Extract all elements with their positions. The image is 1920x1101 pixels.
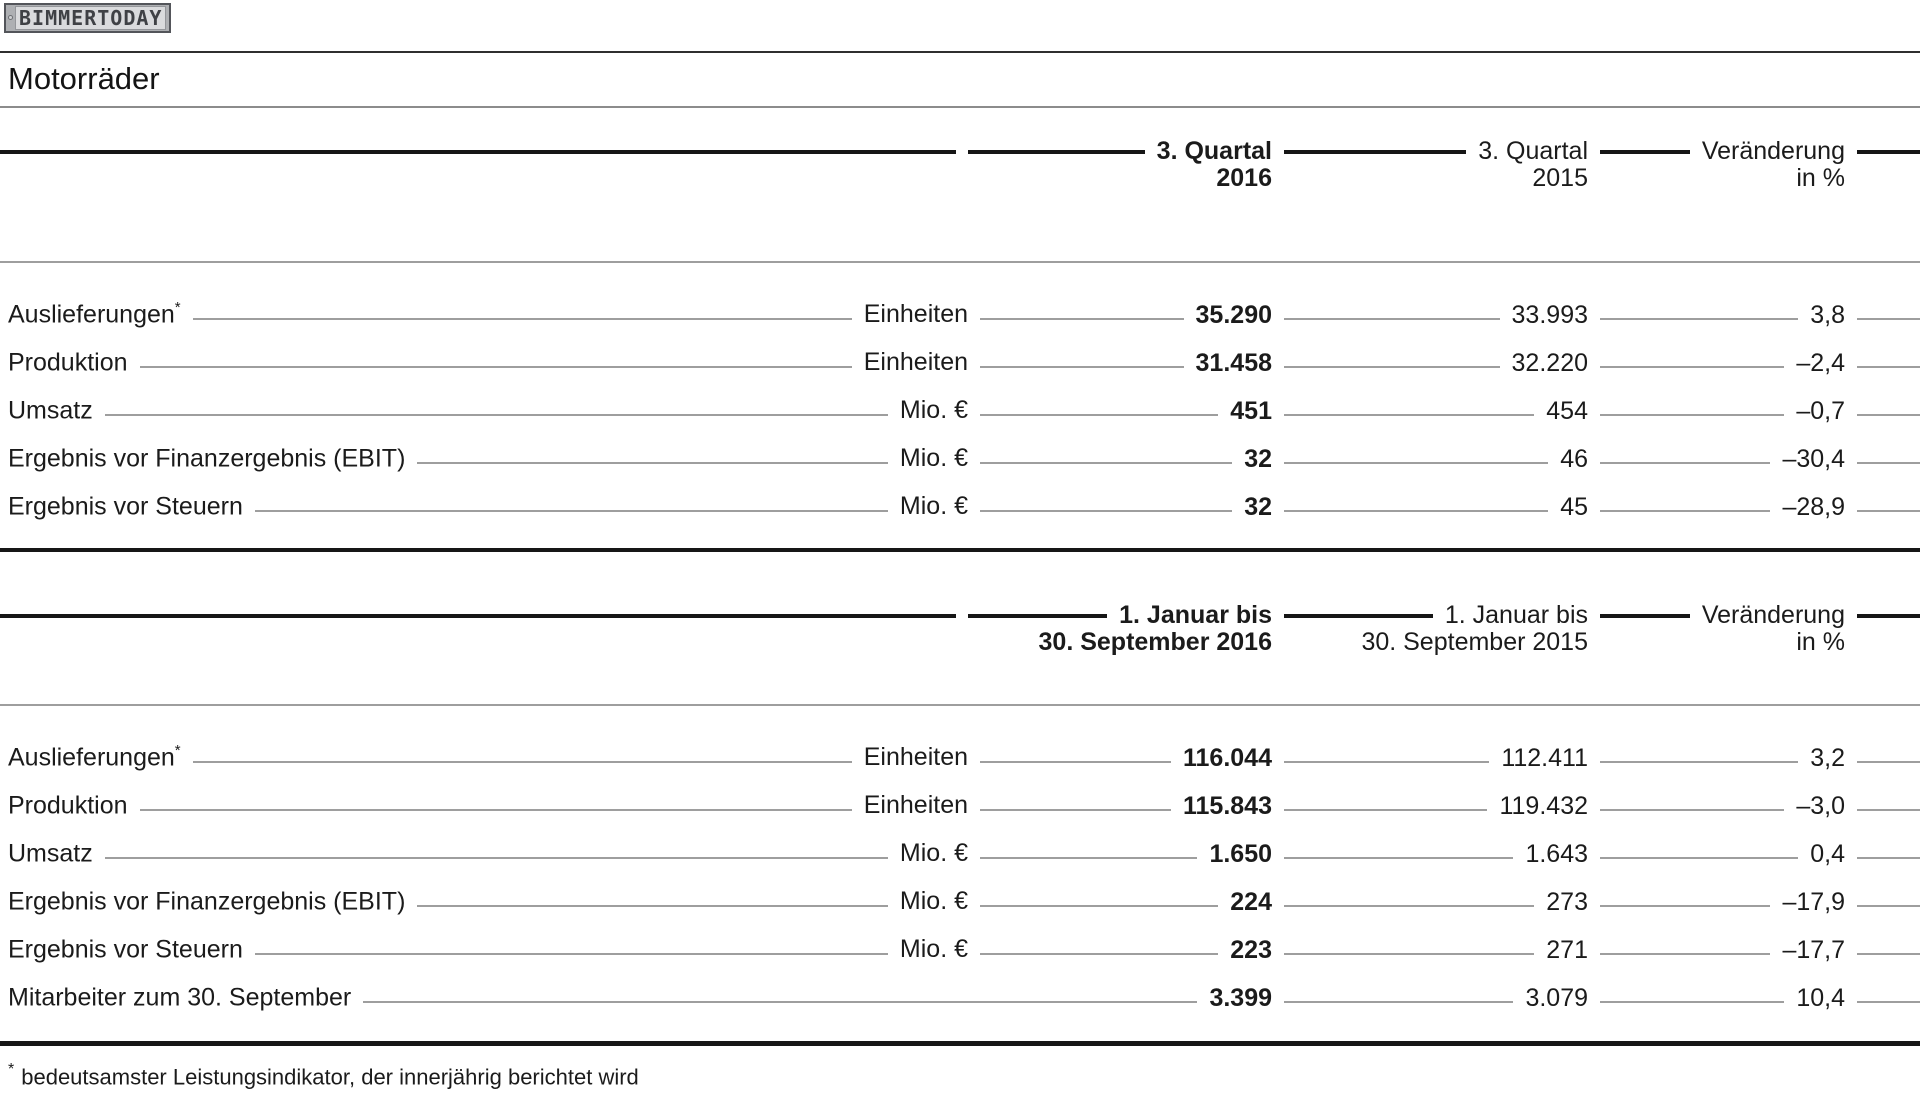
- row-tail-cell: [1845, 805, 1920, 807]
- leader-line: [417, 905, 888, 907]
- value-2015: 454: [1546, 396, 1588, 425]
- value-change-cell: [1588, 936, 1845, 965]
- leader-line: [193, 761, 852, 763]
- leader-line: [980, 462, 1232, 464]
- row-label: Ergebnis vor Steuern: [8, 935, 243, 964]
- row-label-unit-cell: [8, 983, 968, 1012]
- leader-line: [980, 761, 1171, 763]
- row-unit: Mio. €: [899, 492, 968, 521]
- table-row: [0, 339, 1920, 387]
- leader-line: [1600, 510, 1770, 512]
- footnote-marker: *: [8, 1061, 15, 1078]
- header-col-q3-2015: [1272, 138, 1588, 196]
- value-change: 3,2: [1810, 743, 1845, 772]
- value-change-cell: [1588, 493, 1845, 522]
- leader-line: [1857, 857, 1920, 859]
- value-change: –17,7: [1782, 935, 1845, 964]
- leader-line: [193, 318, 852, 320]
- header-leader-line: [968, 614, 1107, 618]
- row-tail-cell: [1845, 314, 1920, 316]
- header-q3-2016-line2: 2016: [1216, 164, 1272, 192]
- value-2015-cell: [1272, 397, 1588, 426]
- header-leader-line: [0, 150, 956, 154]
- row-tail-cell: [1845, 997, 1920, 999]
- value-2016-cell: [968, 397, 1272, 426]
- leader-line: [1284, 1001, 1513, 1003]
- leader-line: [980, 809, 1171, 811]
- leader-line: [1857, 366, 1920, 368]
- row-label: Ergebnis vor Finanzergebnis (EBIT): [8, 887, 406, 916]
- row-label: Umsatz: [8, 839, 93, 868]
- value-change-cell: [1588, 888, 1845, 917]
- value-2015-cell: [1272, 301, 1588, 330]
- value-change-cell: [1588, 397, 1845, 426]
- header-ytd-2015-line1: 1. Januar bis: [1444, 601, 1588, 629]
- row-label-unit-cell: [8, 348, 968, 377]
- row-label-unit-cell: [8, 300, 968, 329]
- leader-line: [980, 414, 1218, 416]
- value-2016: 3.399: [1209, 983, 1272, 1012]
- leader-line: [1857, 510, 1920, 512]
- leader-line: [140, 809, 852, 811]
- table-row: [0, 830, 1920, 878]
- row-unit: Einheiten: [863, 348, 968, 377]
- leader-line: [980, 857, 1197, 859]
- table-row: [0, 435, 1920, 483]
- page-title: Motorräder: [8, 61, 160, 96]
- leader-line: [1600, 318, 1798, 320]
- badge-mount-hole-icon: [8, 15, 13, 20]
- value-change: –30,4: [1782, 444, 1845, 473]
- table-row: [0, 387, 1920, 435]
- table-row: [0, 974, 1920, 1022]
- row-label-unit-cell: [8, 492, 968, 521]
- table-row: [0, 734, 1920, 782]
- value-2015: 273: [1546, 887, 1588, 916]
- value-2015-cell: [1272, 792, 1588, 821]
- value-change-cell: [1588, 445, 1845, 474]
- value-2016-cell: [968, 840, 1272, 869]
- row-label-unit-cell: [8, 396, 968, 425]
- leader-line: [1857, 809, 1920, 811]
- value-2016: 115.843: [1183, 791, 1272, 820]
- value-change: 10,4: [1796, 983, 1845, 1012]
- leader-line: [1284, 809, 1487, 811]
- header-tail-cell: [1845, 602, 1920, 660]
- value-change-cell: [1588, 301, 1845, 330]
- row-label-unit-cell: [8, 791, 968, 820]
- leader-line: [1857, 1001, 1920, 1003]
- footnote: [0, 1058, 1920, 1091]
- row-label: Ergebnis vor Steuern: [8, 492, 243, 521]
- leader-line: [1284, 462, 1548, 464]
- value-change: 0,4: [1810, 839, 1845, 868]
- value-2016: 224: [1230, 887, 1272, 916]
- header-change-line2: in %: [1796, 164, 1845, 192]
- value-2015: 271: [1546, 935, 1588, 964]
- value-2015: 119.432: [1499, 791, 1588, 820]
- header-leader-cell: [0, 138, 968, 196]
- row-label: Produktion: [8, 348, 128, 377]
- value-2015: 33.993: [1511, 300, 1588, 329]
- value-2015: 45: [1560, 492, 1588, 521]
- footnote-marker: *: [174, 742, 181, 760]
- leader-line: [980, 366, 1184, 368]
- row-label-unit-cell: [8, 839, 968, 868]
- leader-line: [980, 510, 1232, 512]
- leader-line: [1284, 761, 1489, 763]
- header-col-ytd-2016: [968, 602, 1272, 660]
- leader-line: [1857, 318, 1920, 320]
- header-ytd-2016-line2: 30. September 2016: [1038, 628, 1272, 656]
- header-change-line2: in %: [1796, 628, 1845, 656]
- value-2016: 32: [1244, 444, 1272, 473]
- row-tail-cell: [1845, 757, 1920, 759]
- leader-line: [417, 462, 888, 464]
- row-label: Auslieferungen*: [8, 299, 181, 329]
- header-col-q3-2016: [968, 138, 1272, 196]
- leader-line: [1284, 366, 1500, 368]
- leader-line: [105, 414, 888, 416]
- value-2015-cell: [1272, 349, 1588, 378]
- value-2016-cell: [968, 936, 1272, 965]
- leader-line: [363, 1001, 968, 1003]
- row-tail-cell: [1845, 362, 1920, 364]
- row-tail-cell: [1845, 853, 1920, 855]
- value-2016: 116.044: [1183, 743, 1272, 772]
- header-leader-line: [1284, 150, 1466, 154]
- header-leader-line: [1600, 614, 1690, 618]
- table-row: [0, 782, 1920, 830]
- leader-line: [1600, 809, 1784, 811]
- header-col-change: [1588, 138, 1845, 196]
- value-2015-cell: [1272, 493, 1588, 522]
- table-row: [0, 291, 1920, 339]
- ytd-table-header: [0, 602, 1920, 660]
- row-unit: Mio. €: [899, 935, 968, 964]
- header-leader-line: [1600, 150, 1690, 154]
- row-unit: Einheiten: [863, 791, 968, 820]
- badge-text: BIMMERTODAY: [15, 6, 166, 30]
- row-label-unit-cell: [8, 887, 968, 916]
- leader-line: [1857, 761, 1920, 763]
- value-2015-cell: [1272, 840, 1588, 869]
- table-row: [0, 878, 1920, 926]
- leader-line: [1600, 462, 1770, 464]
- value-2016-cell: [968, 349, 1272, 378]
- row-unit: Mio. €: [899, 839, 968, 868]
- value-2016: 32: [1244, 492, 1272, 521]
- header-change-line1: Veränderung: [1701, 137, 1845, 165]
- leader-line: [1600, 761, 1798, 763]
- leader-line: [140, 366, 852, 368]
- row-unit: Einheiten: [863, 743, 968, 772]
- header-leader-line: [1857, 150, 1920, 154]
- value-2016-cell: [968, 445, 1272, 474]
- row-tail-cell: [1845, 506, 1920, 508]
- value-change: –17,9: [1782, 887, 1845, 916]
- row-tail-cell: [1845, 458, 1920, 460]
- header-col-change: [1588, 602, 1845, 660]
- value-2015-cell: [1272, 936, 1588, 965]
- leader-line: [1600, 366, 1784, 368]
- leader-line: [1284, 318, 1500, 320]
- header-tail-cell: [1845, 138, 1920, 196]
- header-ytd-2015-line2: 30. September 2015: [1361, 628, 1588, 656]
- row-unit: Mio. €: [899, 887, 968, 916]
- header-col-ytd-2015: [1272, 602, 1588, 660]
- header-leader-cell: [0, 602, 968, 660]
- row-tail-cell: [1845, 410, 1920, 412]
- leader-line: [980, 318, 1184, 320]
- value-change-cell: [1588, 349, 1845, 378]
- leader-line: [1857, 953, 1920, 955]
- value-change: –2,4: [1796, 348, 1845, 377]
- value-2016-cell: [968, 493, 1272, 522]
- value-2015-cell: [1272, 744, 1588, 773]
- row-label-unit-cell: [8, 743, 968, 772]
- value-2015-cell: [1272, 984, 1588, 1013]
- leader-line: [255, 510, 888, 512]
- leader-line: [1857, 414, 1920, 416]
- leader-line: [1857, 905, 1920, 907]
- quarter-table-header: [0, 138, 1920, 196]
- ytd-table-body: [0, 706, 1920, 1022]
- header-leader-line: [968, 150, 1145, 154]
- section-divider-rule: [0, 548, 1920, 552]
- leader-line: [1284, 510, 1548, 512]
- row-tail-cell: [1845, 901, 1920, 903]
- header-change-line1: Veränderung: [1701, 601, 1845, 629]
- value-2015: 32.220: [1511, 348, 1588, 377]
- row-label: Ergebnis vor Finanzergebnis (EBIT): [8, 444, 406, 473]
- leader-line: [1857, 462, 1920, 464]
- value-2015: 112.411: [1501, 743, 1588, 772]
- row-label: Mitarbeiter zum 30. September: [8, 983, 352, 1012]
- value-change-cell: [1588, 744, 1845, 773]
- leader-line: [105, 857, 888, 859]
- table-row: [0, 926, 1920, 974]
- value-2016: 31.458: [1195, 348, 1272, 377]
- header-leader-line: [1284, 614, 1433, 618]
- bimmertoday-watermark-badge: [4, 3, 171, 33]
- value-change: 3,8: [1810, 300, 1845, 329]
- value-change: –3,0: [1796, 791, 1845, 820]
- row-label-unit-cell: [8, 444, 968, 473]
- value-2016: 35.290: [1195, 300, 1272, 329]
- title-top-rule: [0, 51, 1920, 53]
- value-2016: 223: [1230, 935, 1272, 964]
- leader-line: [968, 1001, 1197, 1003]
- row-unit: Einheiten: [863, 300, 968, 329]
- value-2015: 3.079: [1525, 983, 1588, 1012]
- header-q3-2016-line1: 3. Quartal: [1156, 137, 1272, 165]
- footnote-text: bedeutsamster Leistungsindikator, der innerjährig berichtet wird: [21, 1064, 639, 1090]
- leader-line: [1284, 953, 1534, 955]
- leader-line: [1284, 857, 1513, 859]
- leader-line: [1284, 905, 1534, 907]
- value-change: –0,7: [1796, 396, 1845, 425]
- leader-line: [255, 953, 888, 955]
- leader-line: [1600, 857, 1798, 859]
- leader-line: [1600, 1001, 1784, 1003]
- value-change-cell: [1588, 984, 1845, 1013]
- title-bottom-rule: [0, 106, 1920, 108]
- quarter-table-body: [0, 263, 1920, 531]
- value-2016: 1.650: [1209, 839, 1272, 868]
- value-2015: 1.643: [1525, 839, 1588, 868]
- row-unit: Mio. €: [899, 396, 968, 425]
- value-2016-cell: [968, 984, 1272, 1013]
- row-label: Auslieferungen*: [8, 742, 181, 772]
- row-label-unit-cell: [8, 935, 968, 964]
- leader-line: [980, 953, 1218, 955]
- footnote-marker: *: [174, 299, 181, 317]
- leader-line: [1600, 414, 1784, 416]
- row-label: Produktion: [8, 791, 128, 820]
- row-unit: Mio. €: [899, 444, 968, 473]
- table-bottom-rule: [0, 1041, 1920, 1046]
- value-2016-cell: [968, 792, 1272, 821]
- value-2016-cell: [968, 744, 1272, 773]
- leader-line: [1600, 905, 1770, 907]
- row-label: Umsatz: [8, 396, 93, 425]
- leader-line: [980, 905, 1218, 907]
- value-2015: 46: [1560, 444, 1588, 473]
- value-2016-cell: [968, 301, 1272, 330]
- value-2016-cell: [968, 888, 1272, 917]
- table-row: [0, 483, 1920, 531]
- row-tail-cell: [1845, 949, 1920, 951]
- value-change: –28,9: [1782, 492, 1845, 521]
- leader-line: [1284, 414, 1534, 416]
- header-q3-2015-line2: 2015: [1532, 164, 1588, 192]
- value-2015-cell: [1272, 888, 1588, 917]
- value-2015-cell: [1272, 445, 1588, 474]
- header-leader-line: [0, 614, 956, 618]
- value-change-cell: [1588, 792, 1845, 821]
- value-change-cell: [1588, 840, 1845, 869]
- header-ytd-2016-line1: 1. Januar bis: [1119, 601, 1272, 629]
- header-leader-line: [1857, 614, 1920, 618]
- value-2016: 451: [1230, 396, 1272, 425]
- leader-line: [1600, 953, 1770, 955]
- header-q3-2015-line1: 3. Quartal: [1478, 137, 1588, 165]
